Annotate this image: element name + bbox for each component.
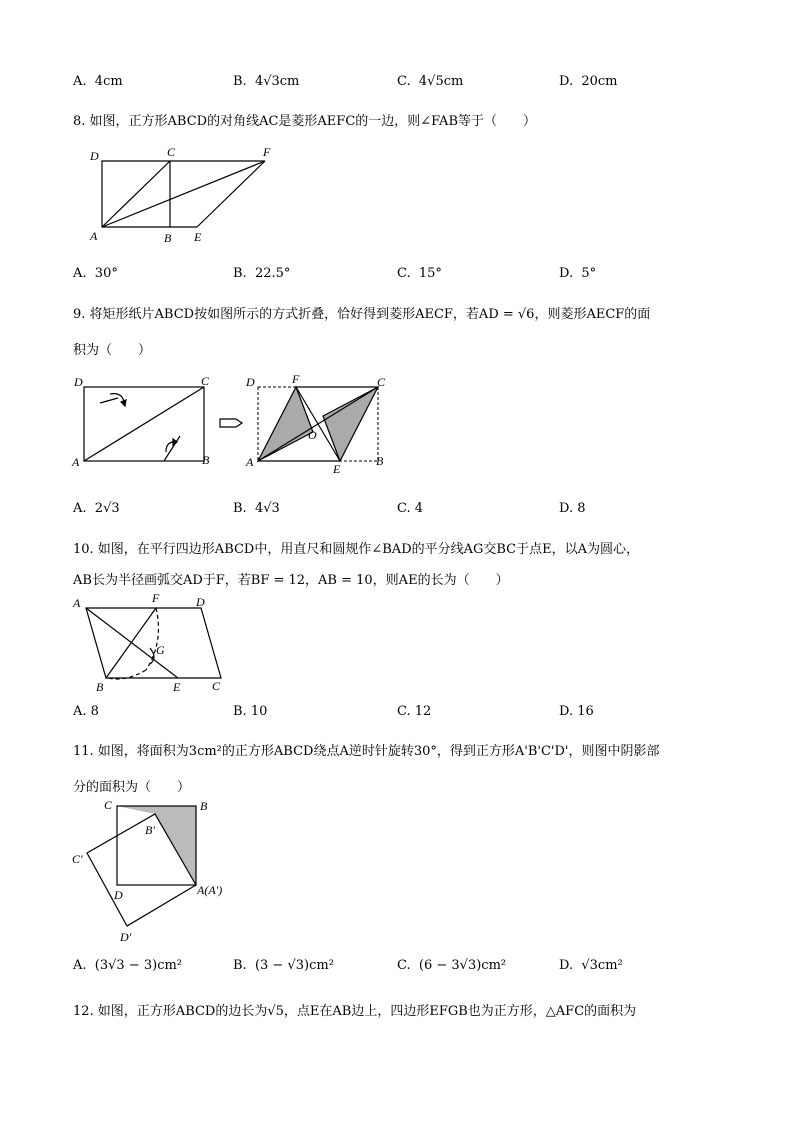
q7-option-c: C. 4√5cm [397,74,464,89]
q10-label-d: D [196,595,205,609]
q8-option-b: B. 22.5° [233,266,291,281]
q8-option-a: A. 30° [73,266,118,281]
q8-option-c: C. 15° [397,266,442,281]
q10-option-c: C. 12 [397,704,432,719]
q10-label-a: A [73,596,81,610]
q9-label-c2: C [377,375,386,389]
q9-label-a1: A [72,455,80,469]
q11-label-b: B [200,799,208,813]
q10-label-f: F [152,591,160,605]
q11-label-d: D [114,888,123,902]
q9-figure [70,372,400,478]
q8-label-f: F [263,145,271,159]
q11-stem-line2: 分的面积为（ ） [73,780,191,795]
q9-label-d2: D [246,375,255,389]
q8-stem: 8. 如图，正方形ABCD的对角线AC是菱形AEFC的一边，则∠FAB等于（ ） [73,114,536,129]
q9-label-b2: B [376,454,384,468]
q11-option-d: D. √3cm² [559,958,623,973]
q11-option-b: B. (3 − √3)cm² [233,958,334,973]
q9-label-o: O [308,428,317,442]
q11-label-cp: C′ [72,852,83,866]
q10-option-a: A. 8 [73,704,99,719]
q10-figure [66,590,236,698]
q9-option-b: B. 4√3 [233,501,280,516]
q10-label-b: B [96,680,104,694]
q11-label-a: A(A′) [197,883,223,897]
q8-figure [85,144,285,244]
q9-stem-line2: 积为（ ） [73,343,152,358]
q8-label-b: B [164,231,172,244]
q8-label-c: C [167,145,176,159]
q10-label-e: E [173,680,181,694]
q9-label-c1: C [201,374,210,388]
q11-figure [66,796,256,948]
q9-label-f: F [292,372,300,386]
q9-stem-line1: 9. 将矩形纸片ABCD按如图所示的方式折叠，恰好得到菱形AECF，若AD = √6，则菱形AECF的面 [73,307,651,322]
q10-label-c: C [212,679,221,693]
q11-label-bp: B′ [145,823,155,837]
q12-stem: 12. 如图，正方形ABCD的边长为√5，点E在AB边上，四边形EFGB也为正方形，△AFC的面积为 [73,1004,637,1019]
q9-label-d1: D [74,375,83,389]
q11-stem-line1: 11. 如图，将面积为3cm²的正方形ABCD绕点A逆时针旋转30°，得到正方形A'B'C'D'，则图中阴影部 [73,744,660,759]
q8-label-e: E [194,230,202,244]
q7-option-d: D. 20cm [559,74,618,89]
q9-label-b1: B [202,453,210,467]
q8-label-a: A [90,229,98,243]
q7-option-b: B. 4√3cm [233,74,300,89]
q9-label-a2: A [246,455,254,469]
q10-label-g: G [156,643,165,657]
q10-stem-line1: 10. 如图，在平行四边形ABCD中，用直尺和圆规作∠BAD的平分线AG交BC于点E，以A为圆心， [73,542,640,557]
q11-label-c: C [104,798,113,812]
q9-label-e: E [333,462,341,476]
q8-option-d: D. 5° [559,266,597,281]
q10-option-b: B. 10 [233,704,268,719]
q7-option-a: A. 4cm [73,74,123,89]
q10-option-d: D. 16 [559,704,594,719]
q9-option-a: A. 2√3 [73,501,120,516]
q9-option-d: D. 8 [559,501,586,516]
q11-option-c: C. (6 − 3√3)cm² [397,958,507,973]
q9-option-c: C. 4 [397,501,424,516]
q8-label-d: D [90,149,99,163]
q11-option-a: A. (3√3 − 3)cm² [73,958,183,973]
q11-label-dp: D′ [120,930,132,944]
q10-stem-line2: AB长为半径画弧交AD于F，若BF = 12，AB = 10，则AE的长为（ ） [73,573,509,588]
